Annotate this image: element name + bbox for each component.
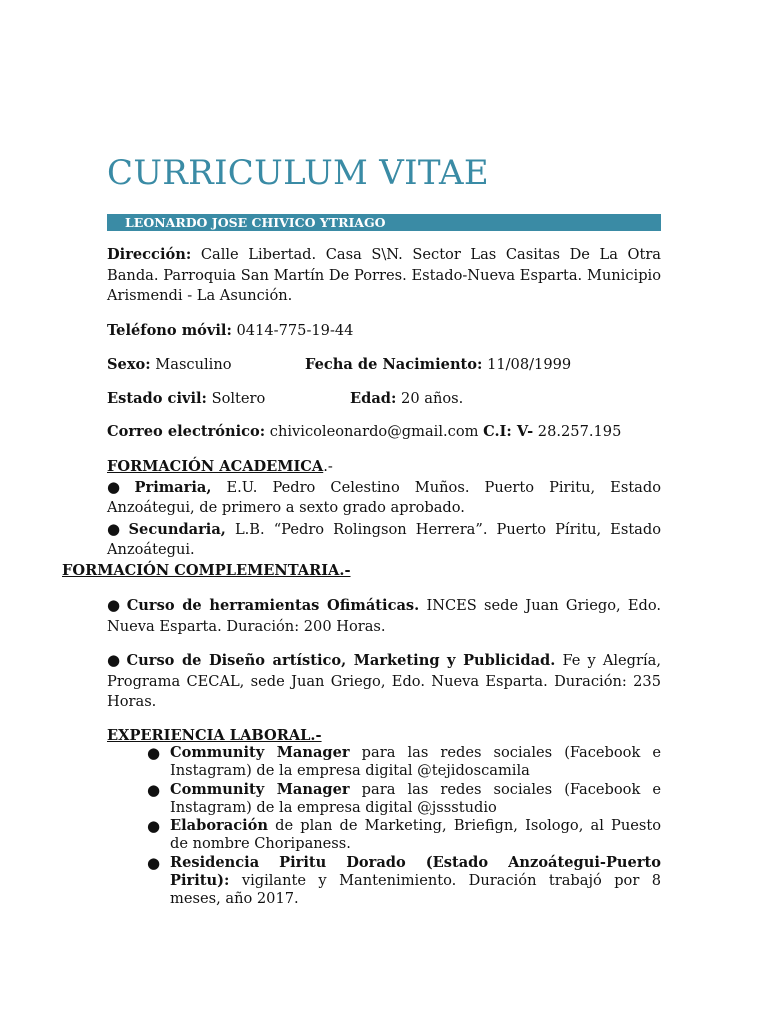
academic-heading: FORMACIÓN ACADEMICA bbox=[107, 458, 324, 475]
phone-row bbox=[107, 321, 353, 341]
email-row bbox=[107, 422, 621, 442]
academic-item-secondary bbox=[107, 519, 661, 560]
bullet-icon: ● bbox=[107, 596, 123, 614]
phone-label: Teléfono móvil: bbox=[107, 322, 232, 339]
birthdate-row bbox=[305, 355, 571, 375]
complementary-item-office bbox=[107, 595, 661, 637]
academic-item-text: E.U. Pedro Celestino Muños. Puerto Piritu, Estado Anzoátegui, de primero a sexto grado aprobado. bbox=[107, 479, 662, 516]
complementary-item-label: Curso de Diseño artístico, Marketing y Publicidad. bbox=[126, 652, 556, 669]
bullet-icon: ● bbox=[147, 744, 161, 762]
email-label: Correo electrónico: bbox=[107, 423, 266, 440]
sex-row bbox=[107, 355, 232, 375]
sex-label: Sexo: bbox=[107, 356, 151, 373]
academic-item-primary bbox=[107, 477, 661, 518]
id-value: 28.257.195 bbox=[537, 423, 622, 440]
civil-status-row bbox=[107, 389, 265, 409]
experience-item bbox=[107, 781, 661, 817]
bullet-icon: ● bbox=[107, 651, 123, 669]
experience-item bbox=[107, 744, 661, 780]
academic-item-text: L.B. “Pedro Rolingson Herrera”. Puerto Píritu, Estado Anzoátegui. bbox=[107, 521, 662, 558]
civil-status-label: Estado civil: bbox=[107, 390, 207, 407]
email-value: chivicoleonardo@gmail.com bbox=[269, 423, 479, 440]
name-banner: LEONARDO JOSE CHIVICO YTRIAGO bbox=[107, 214, 661, 231]
complementary-item-text: INCES sede Juan Griego, Edo. Nueva Esparta. Duración: 200 Horas. bbox=[107, 597, 662, 635]
bullet-icon: ● bbox=[147, 853, 161, 872]
experience-heading: EXPERIENCIA LABORAL.- bbox=[107, 727, 322, 744]
bullet-icon: ● bbox=[107, 520, 125, 538]
experience-item-label: Elaboración bbox=[170, 817, 268, 835]
address-paragraph bbox=[107, 245, 661, 307]
phone-value: 0414-775-19-44 bbox=[236, 322, 354, 339]
academic-item-label: Primaria, bbox=[134, 479, 212, 496]
address-value: Calle Libertad. Casa S\N. Sector Las Casitas De La Otra Banda. Parroquia San Martín De Porres. Estado-Nueva Esparta. Municipio Arismendi - La Asunción. bbox=[107, 246, 662, 304]
complementary-item-label: Curso de herramientas Ofimáticas. bbox=[126, 597, 420, 614]
academic-heading-suffix: .- bbox=[323, 458, 333, 475]
age-value: 20 años. bbox=[401, 390, 464, 407]
academic-heading-row bbox=[107, 457, 333, 477]
birthdate-label: Fecha de Nacimiento: bbox=[305, 356, 483, 373]
experience-item-text: para las redes sociales (Facebook e Instagram) de la empresa digital @jssstudio bbox=[170, 780, 662, 816]
age-row bbox=[350, 389, 463, 409]
bullet-icon: ● bbox=[107, 478, 131, 496]
experience-item-label: Residencia Piritu Dorado (Estado Anzoátegui-Puerto Piritu): bbox=[170, 853, 661, 889]
academic-item-label: Secundaria, bbox=[128, 521, 226, 538]
experience-item-text: de plan de Marketing, Briefign, Isologo, al Puesto de nombre Choripaness. bbox=[170, 817, 662, 853]
birthdate-value: 11/08/1999 bbox=[487, 356, 572, 373]
sex-value: Masculino bbox=[155, 356, 232, 373]
complementary-heading: FORMACIÓN COMPLEMENTARIA.- bbox=[62, 562, 351, 579]
document-title: CURRICULUM VITAE bbox=[107, 153, 489, 193]
address-label: Dirección: bbox=[107, 246, 192, 263]
experience-item bbox=[107, 854, 661, 909]
experience-item bbox=[107, 817, 661, 853]
experience-item-label: Community Manager bbox=[170, 744, 350, 761]
complementary-item-text: Fe y Alegría, Programa CECAL, sede Juan Griego, Edo. Nueva Esparta. Duración: 235 Horas. bbox=[107, 652, 662, 710]
civil-status-value: Soltero bbox=[211, 390, 266, 407]
id-label: C.I: V- bbox=[483, 423, 534, 440]
bullet-icon: ● bbox=[147, 780, 161, 799]
experience-item-text: para las redes sociales (Facebook e Instagram) de la empresa digital @tejidoscamila bbox=[170, 744, 662, 780]
bullet-icon: ● bbox=[147, 817, 161, 836]
complementary-item-design bbox=[107, 650, 661, 713]
experience-list bbox=[107, 744, 661, 909]
experience-item-label: Community Manager bbox=[170, 780, 350, 798]
age-label: Edad: bbox=[350, 390, 397, 407]
experience-item-text: vigilante y Mantenimiento. Duración trabajó por 8 meses, año 2017. bbox=[170, 871, 662, 908]
